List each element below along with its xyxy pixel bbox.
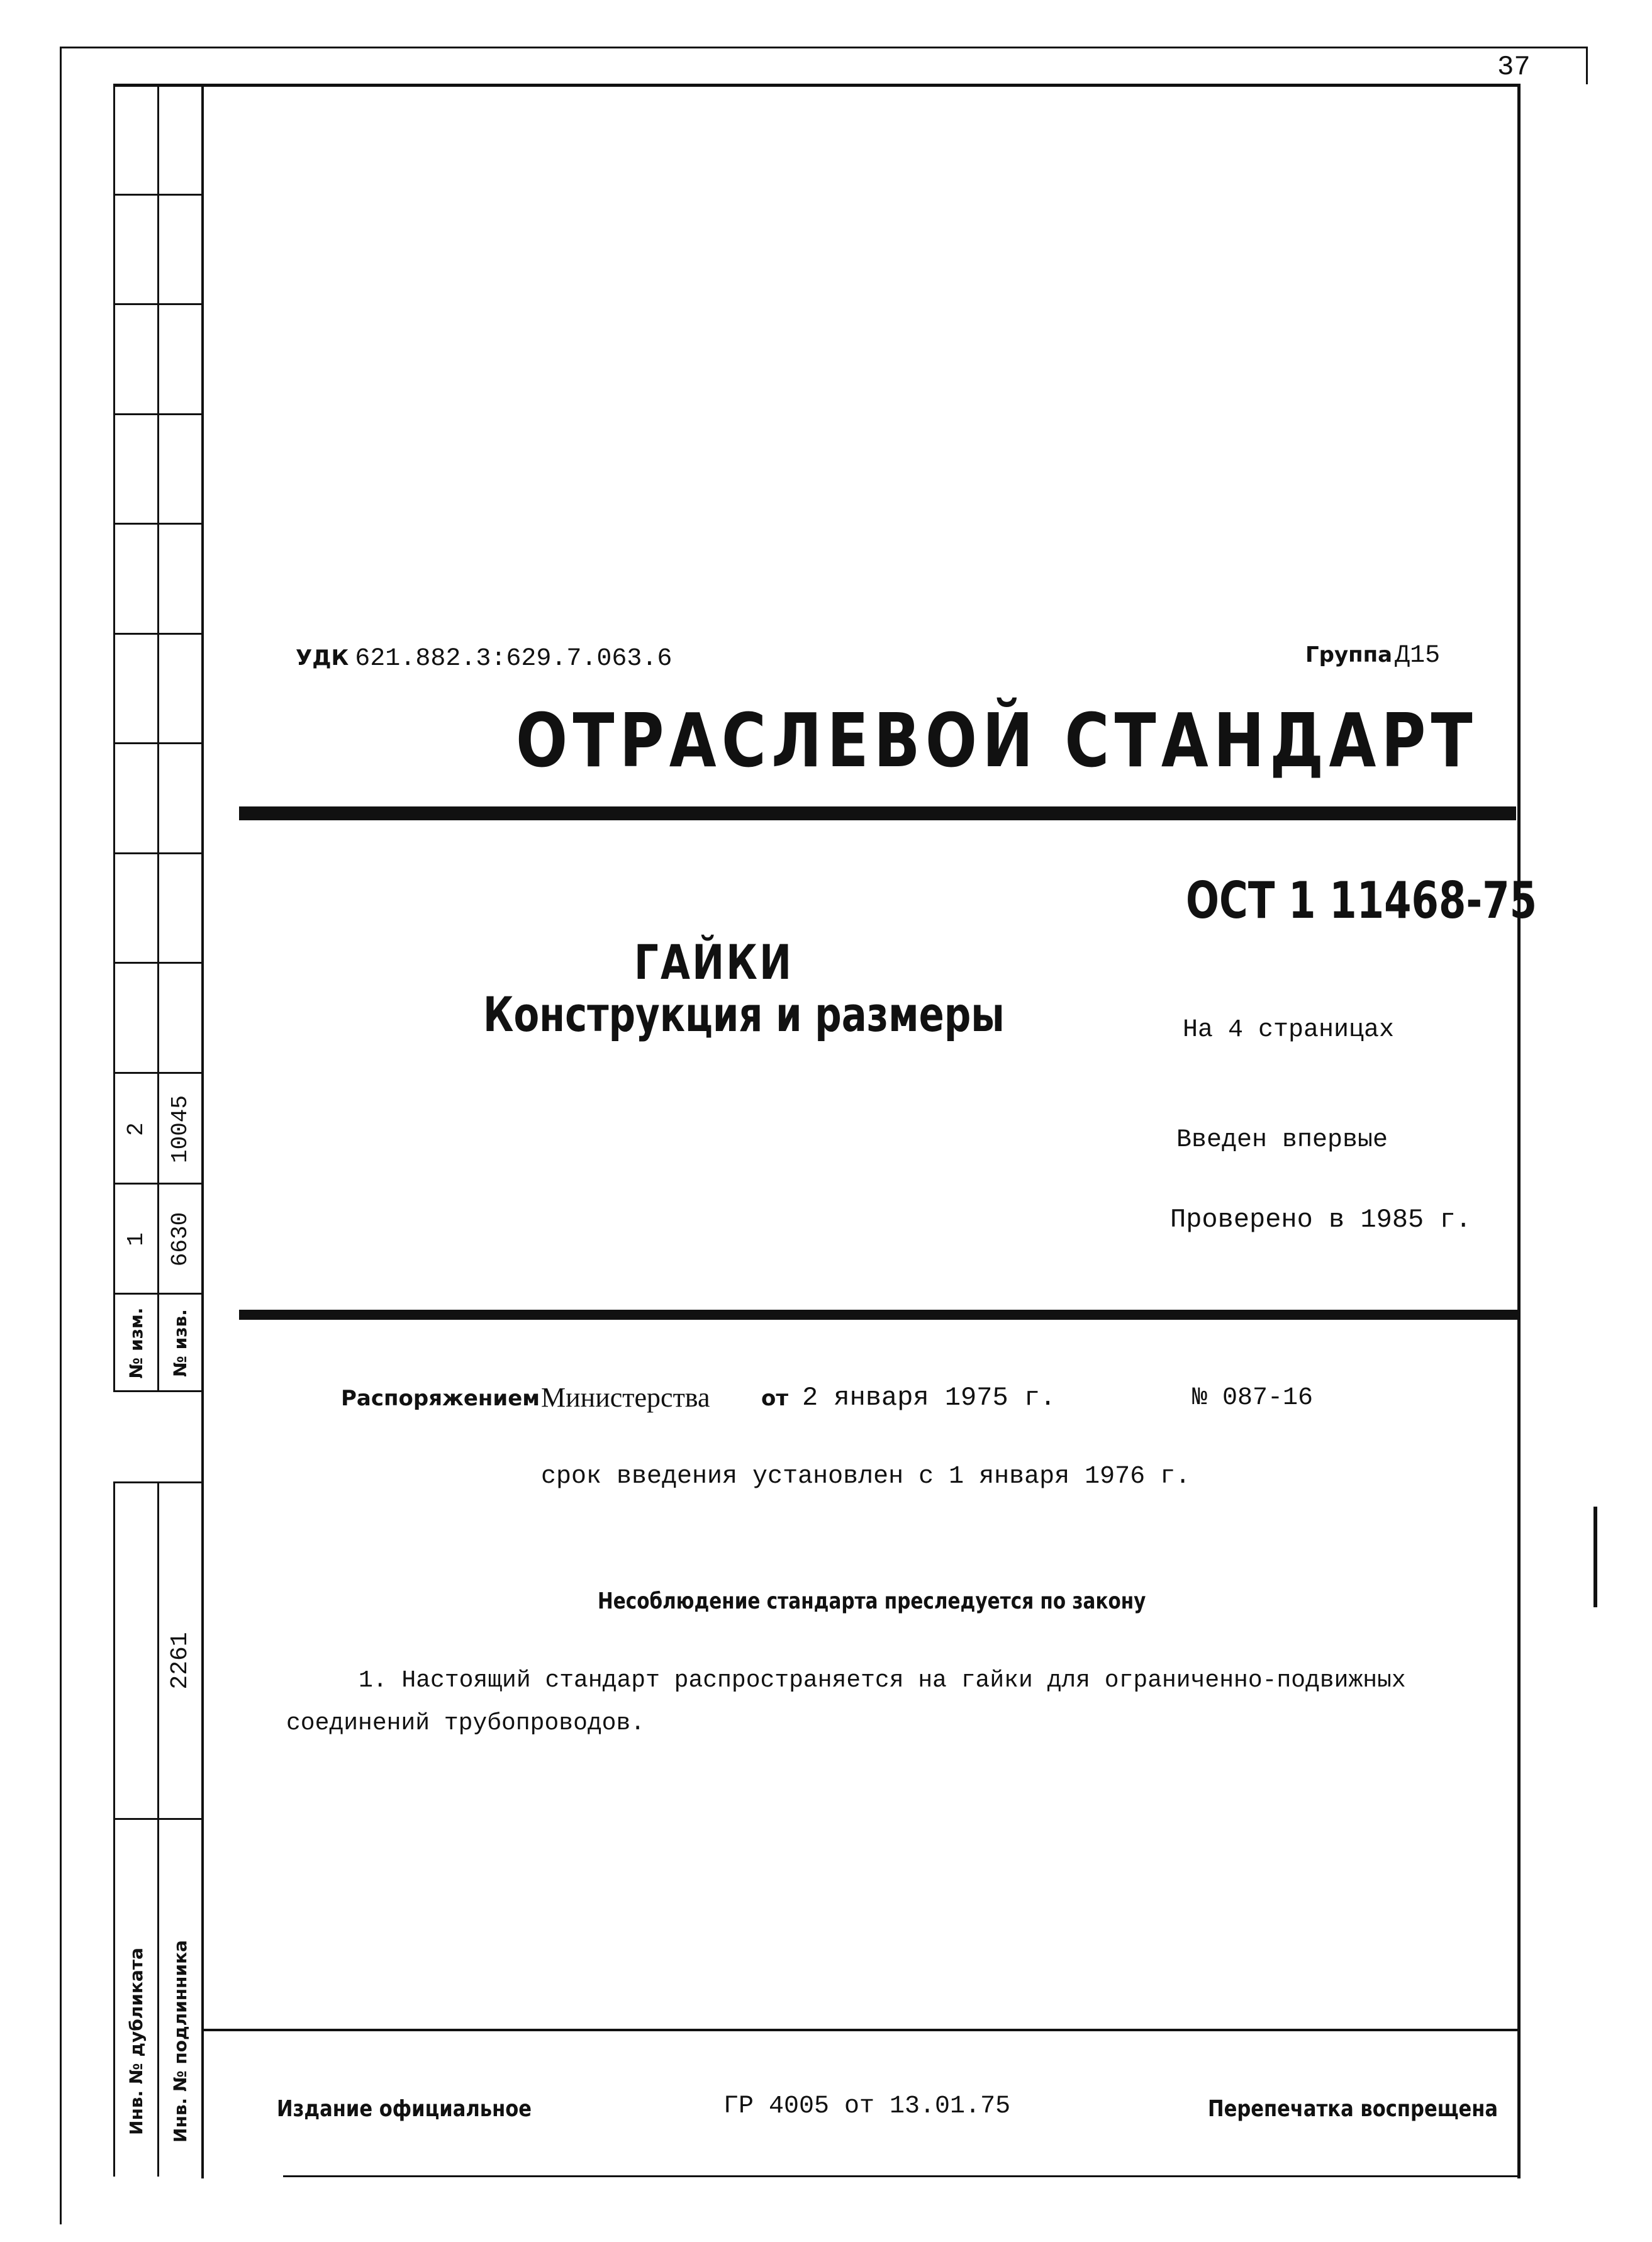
effective-date: срок введения установлен с 1 января 1976 г.	[541, 1463, 1191, 1491]
group-line	[1305, 642, 1440, 670]
notice-number-label: № изв.	[170, 1309, 191, 1377]
notice-number-1: 6630	[167, 1212, 193, 1267]
pages-info: На 4 страницах	[1183, 1016, 1395, 1044]
standard-code: ОСТ 1 11468-75	[1186, 871, 1538, 930]
introduced-note: Введен впервые	[1176, 1126, 1388, 1154]
page-number: 37	[1497, 52, 1531, 83]
order-number: № 087-16	[1192, 1384, 1314, 1412]
stamp-lower-mid	[157, 1481, 159, 2177]
legal-notice: Несоблюдение стандарта преследуется по закону	[598, 1588, 1146, 1614]
notice-number-2: 10045	[167, 1095, 193, 1164]
order-date: 2 января 1975 г.	[802, 1383, 1056, 1413]
order-date-prefix: от	[761, 1386, 789, 1411]
product-subtitle: Конструкция и размеры	[483, 986, 1005, 1042]
frame-left	[60, 47, 62, 2224]
inner-frame-right	[1517, 84, 1521, 2178]
footer-registration: ГР 4005 от 13.01.75	[723, 2092, 1011, 2121]
frame-top	[60, 47, 1587, 48]
clause-1-line-2: соединений трубопроводов.	[286, 1710, 645, 1737]
udk-line	[296, 642, 672, 673]
change-number-label: № изм.	[126, 1307, 147, 1379]
stamp-row-line	[113, 742, 203, 744]
stamp-row-line	[113, 413, 203, 415]
group-value: Д15	[1395, 642, 1441, 670]
change-number-1: 1	[123, 1232, 149, 1246]
stamp-row-line	[113, 852, 203, 854]
footer-reprint-prohibited: Перепечатка воспрещена	[1208, 2096, 1499, 2122]
stamp-upper-mid	[157, 84, 159, 1392]
stamp-lower-left	[113, 1481, 115, 2177]
stamp-row-line	[113, 194, 203, 196]
stamp-row-line	[113, 1293, 203, 1295]
footer-divider	[201, 2029, 1521, 2031]
inner-frame-top	[113, 84, 1521, 87]
duplicate-inventory-label: Инв. № дубликата	[126, 1948, 147, 2135]
change-number-2: 2	[123, 1122, 149, 1136]
udk-value: 621.882.3:629.7.063.6	[355, 645, 673, 673]
thick-rule-bottom	[239, 1310, 1517, 1320]
stamp-row-line	[113, 303, 203, 305]
stamp-upper-left	[113, 84, 115, 1392]
inner-frame-left	[201, 84, 204, 2178]
stamp-row-line	[113, 523, 203, 525]
clause-1-line-1: 1. Настоящий стандарт распространяется на гайки для ограниченно-подвижных	[359, 1667, 1406, 1694]
stamp-lower-split	[113, 1818, 204, 1820]
original-inventory-label: Инв. № подлинника	[170, 1940, 191, 2143]
stamp-upper-bottom	[113, 1390, 204, 1392]
udk-label: УДК	[296, 645, 349, 671]
footer-official-edition: Издание официальное	[277, 2096, 532, 2122]
original-inventory-number: 2261	[167, 1632, 194, 1690]
bottom-line	[283, 2175, 1519, 2177]
frame-right-top	[1586, 47, 1588, 84]
group-label: Группа	[1305, 642, 1393, 667]
checked-note: Проверено в 1985 г.	[1170, 1205, 1471, 1235]
scan-edge-mark	[1593, 1507, 1597, 1607]
order-label: Распоряжением	[341, 1386, 540, 1411]
product-title: ГАЙКИ	[634, 934, 794, 990]
stamp-row-line	[113, 962, 203, 964]
stamp-row-line	[113, 633, 203, 635]
thick-rule-top	[239, 806, 1516, 820]
standard-heading: ОТРАСЛЕВОЙ СТАНДАРТ	[516, 697, 1478, 784]
order-authority: Министерства	[541, 1382, 710, 1413]
